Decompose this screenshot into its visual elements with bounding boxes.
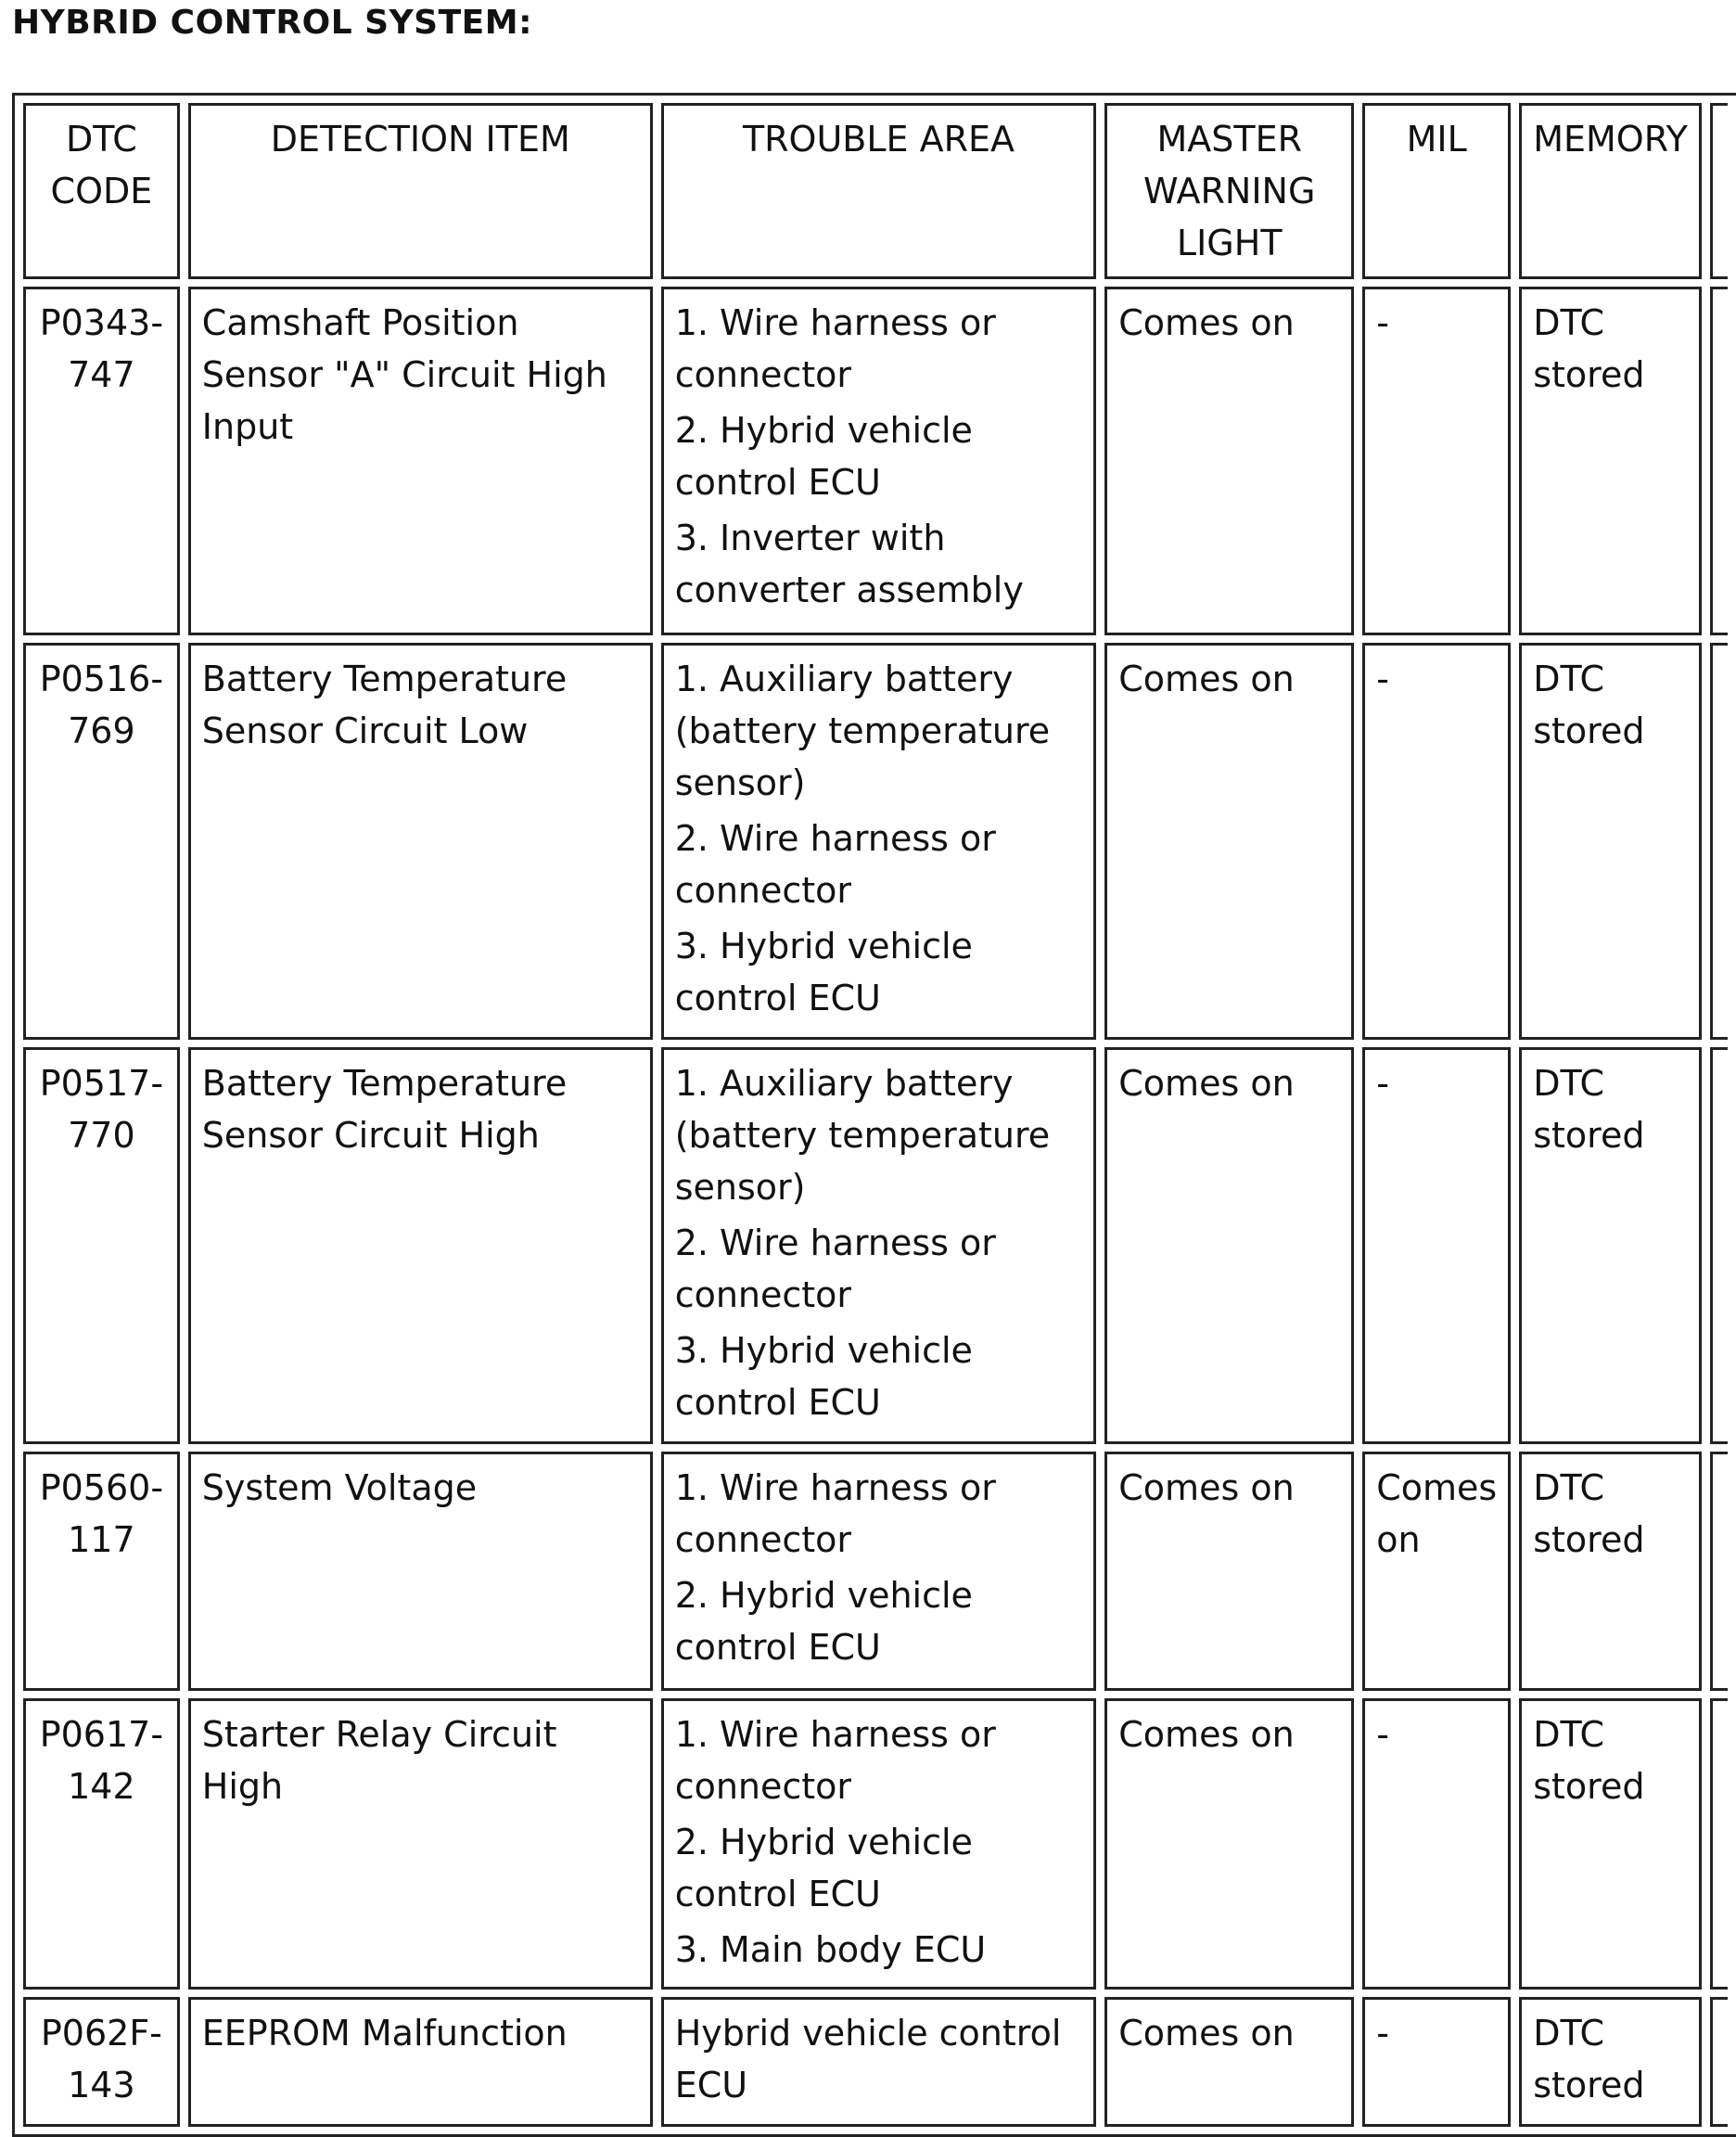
- trouble-area-cell: [661, 1698, 1097, 1990]
- table-header-row: [23, 103, 1728, 279]
- trouble-area-line: 2. Hybrid vehicle control ECU: [674, 410, 973, 503]
- trouble-area-line: 1. Wire harness or connector: [674, 302, 996, 395]
- trouble-area-line: 1. Auxiliary battery (battery temperature sensor): [674, 659, 1051, 803]
- table-row: [23, 643, 1728, 1040]
- dtc-code-cell: P0517-770: [23, 1047, 180, 1444]
- detection-item-cell: EEPROM Malfunction: [188, 1997, 653, 2127]
- header-trouble-area: TROUBLE AREA: [661, 103, 1097, 279]
- detection-item-cell: System Voltage: [188, 1452, 653, 1691]
- table-edge: [1710, 287, 1728, 635]
- trouble-area-cell: [661, 287, 1097, 635]
- detection-item-cell: Camshaft Position Sensor "A" Circuit High Input: [188, 287, 653, 635]
- memory-cell: DTC stored: [1519, 1047, 1702, 1444]
- table-edge: [1710, 643, 1728, 1040]
- table-edge: [1710, 1047, 1728, 1444]
- table-edge: [1710, 1997, 1728, 2127]
- mil-cell: -: [1362, 1047, 1511, 1444]
- dtc-code-cell: P0560-117: [23, 1452, 180, 1691]
- table-edge: [1710, 1452, 1728, 1691]
- mil-cell: -: [1362, 1997, 1511, 2127]
- memory-cell: DTC stored: [1519, 1997, 1702, 2127]
- memory-cell: DTC stored: [1519, 287, 1702, 635]
- trouble-area-line: 2. Wire harness or connector: [674, 818, 996, 911]
- trouble-area-line: 2. Wire harness or connector: [674, 1222, 996, 1315]
- master-warning-light-cell: Comes on: [1104, 287, 1354, 635]
- trouble-area-cell: [661, 1047, 1097, 1444]
- memory-cell: DTC stored: [1519, 1452, 1702, 1691]
- page-title: HYBRID CONTROL SYSTEM:: [12, 4, 532, 42]
- trouble-area-line: Hybrid vehicle control ECU: [674, 2013, 1062, 2105]
- trouble-area-cell: [661, 1997, 1097, 2127]
- trouble-area-line: 1. Wire harness or connector: [674, 1467, 996, 1560]
- trouble-area-line: 3. Hybrid vehicle control ECU: [674, 1330, 973, 1423]
- trouble-area-line: 3. Main body ECU: [674, 1929, 987, 1970]
- master-warning-light-cell: Comes on: [1104, 1698, 1354, 1990]
- trouble-area-line: 3. Inverter with converter assembly: [674, 518, 1024, 610]
- trouble-area-cell: [661, 643, 1097, 1040]
- dtc-code-cell: P0516-769: [23, 643, 180, 1040]
- header-detection-item: DETECTION ITEM: [188, 103, 653, 279]
- master-warning-light-cell: Comes on: [1104, 1452, 1354, 1691]
- dtc-code-cell: P062F-143: [23, 1997, 180, 2127]
- table-row: [23, 1047, 1728, 1444]
- trouble-area-line: 3. Hybrid vehicle control ECU: [674, 926, 973, 1018]
- table-row: [23, 1698, 1728, 1990]
- detection-item-cell: Battery Temperature Sensor Circuit Low: [188, 643, 653, 1040]
- mil-cell: Comes on: [1362, 1452, 1511, 1691]
- header-memory: MEMORY: [1519, 103, 1702, 279]
- detection-item-cell: Starter Relay Circuit High: [188, 1698, 653, 1990]
- trouble-area-line: 2. Hybrid vehicle control ECU: [674, 1822, 973, 1914]
- table-row: [23, 1997, 1728, 2127]
- master-warning-light-cell: Comes on: [1104, 1047, 1354, 1444]
- detection-item-cell: Battery Temperature Sensor Circuit High: [188, 1047, 653, 1444]
- trouble-area-line: 2. Hybrid vehicle control ECU: [674, 1575, 973, 1668]
- mil-cell: -: [1362, 1698, 1511, 1990]
- memory-cell: DTC stored: [1519, 643, 1702, 1040]
- memory-cell: DTC stored: [1519, 1698, 1702, 1990]
- trouble-area-line: 1. Auxiliary battery (battery temperature sensor): [674, 1063, 1051, 1208]
- dtc-code-cell: P0343-747: [23, 287, 180, 635]
- table-edge: [1710, 1698, 1728, 1990]
- dtc-table: [12, 93, 1736, 2137]
- mil-cell: -: [1362, 287, 1511, 635]
- trouble-area-line: 1. Wire harness or connector: [674, 1714, 996, 1807]
- table-edge: [1710, 103, 1728, 279]
- table-row: [23, 287, 1728, 635]
- header-mil: MIL: [1362, 103, 1511, 279]
- master-warning-light-cell: Comes on: [1104, 643, 1354, 1040]
- header-dtc-code: DTC CODE: [23, 103, 180, 279]
- dtc-code-cell: P0617-142: [23, 1698, 180, 1990]
- mil-cell: -: [1362, 643, 1511, 1040]
- table-row: [23, 1452, 1728, 1691]
- header-master-warning-light: MASTER WARNING LIGHT: [1104, 103, 1354, 279]
- master-warning-light-cell: Comes on: [1104, 1997, 1354, 2127]
- table-body: [23, 287, 1728, 2127]
- trouble-area-cell: [661, 1452, 1097, 1691]
